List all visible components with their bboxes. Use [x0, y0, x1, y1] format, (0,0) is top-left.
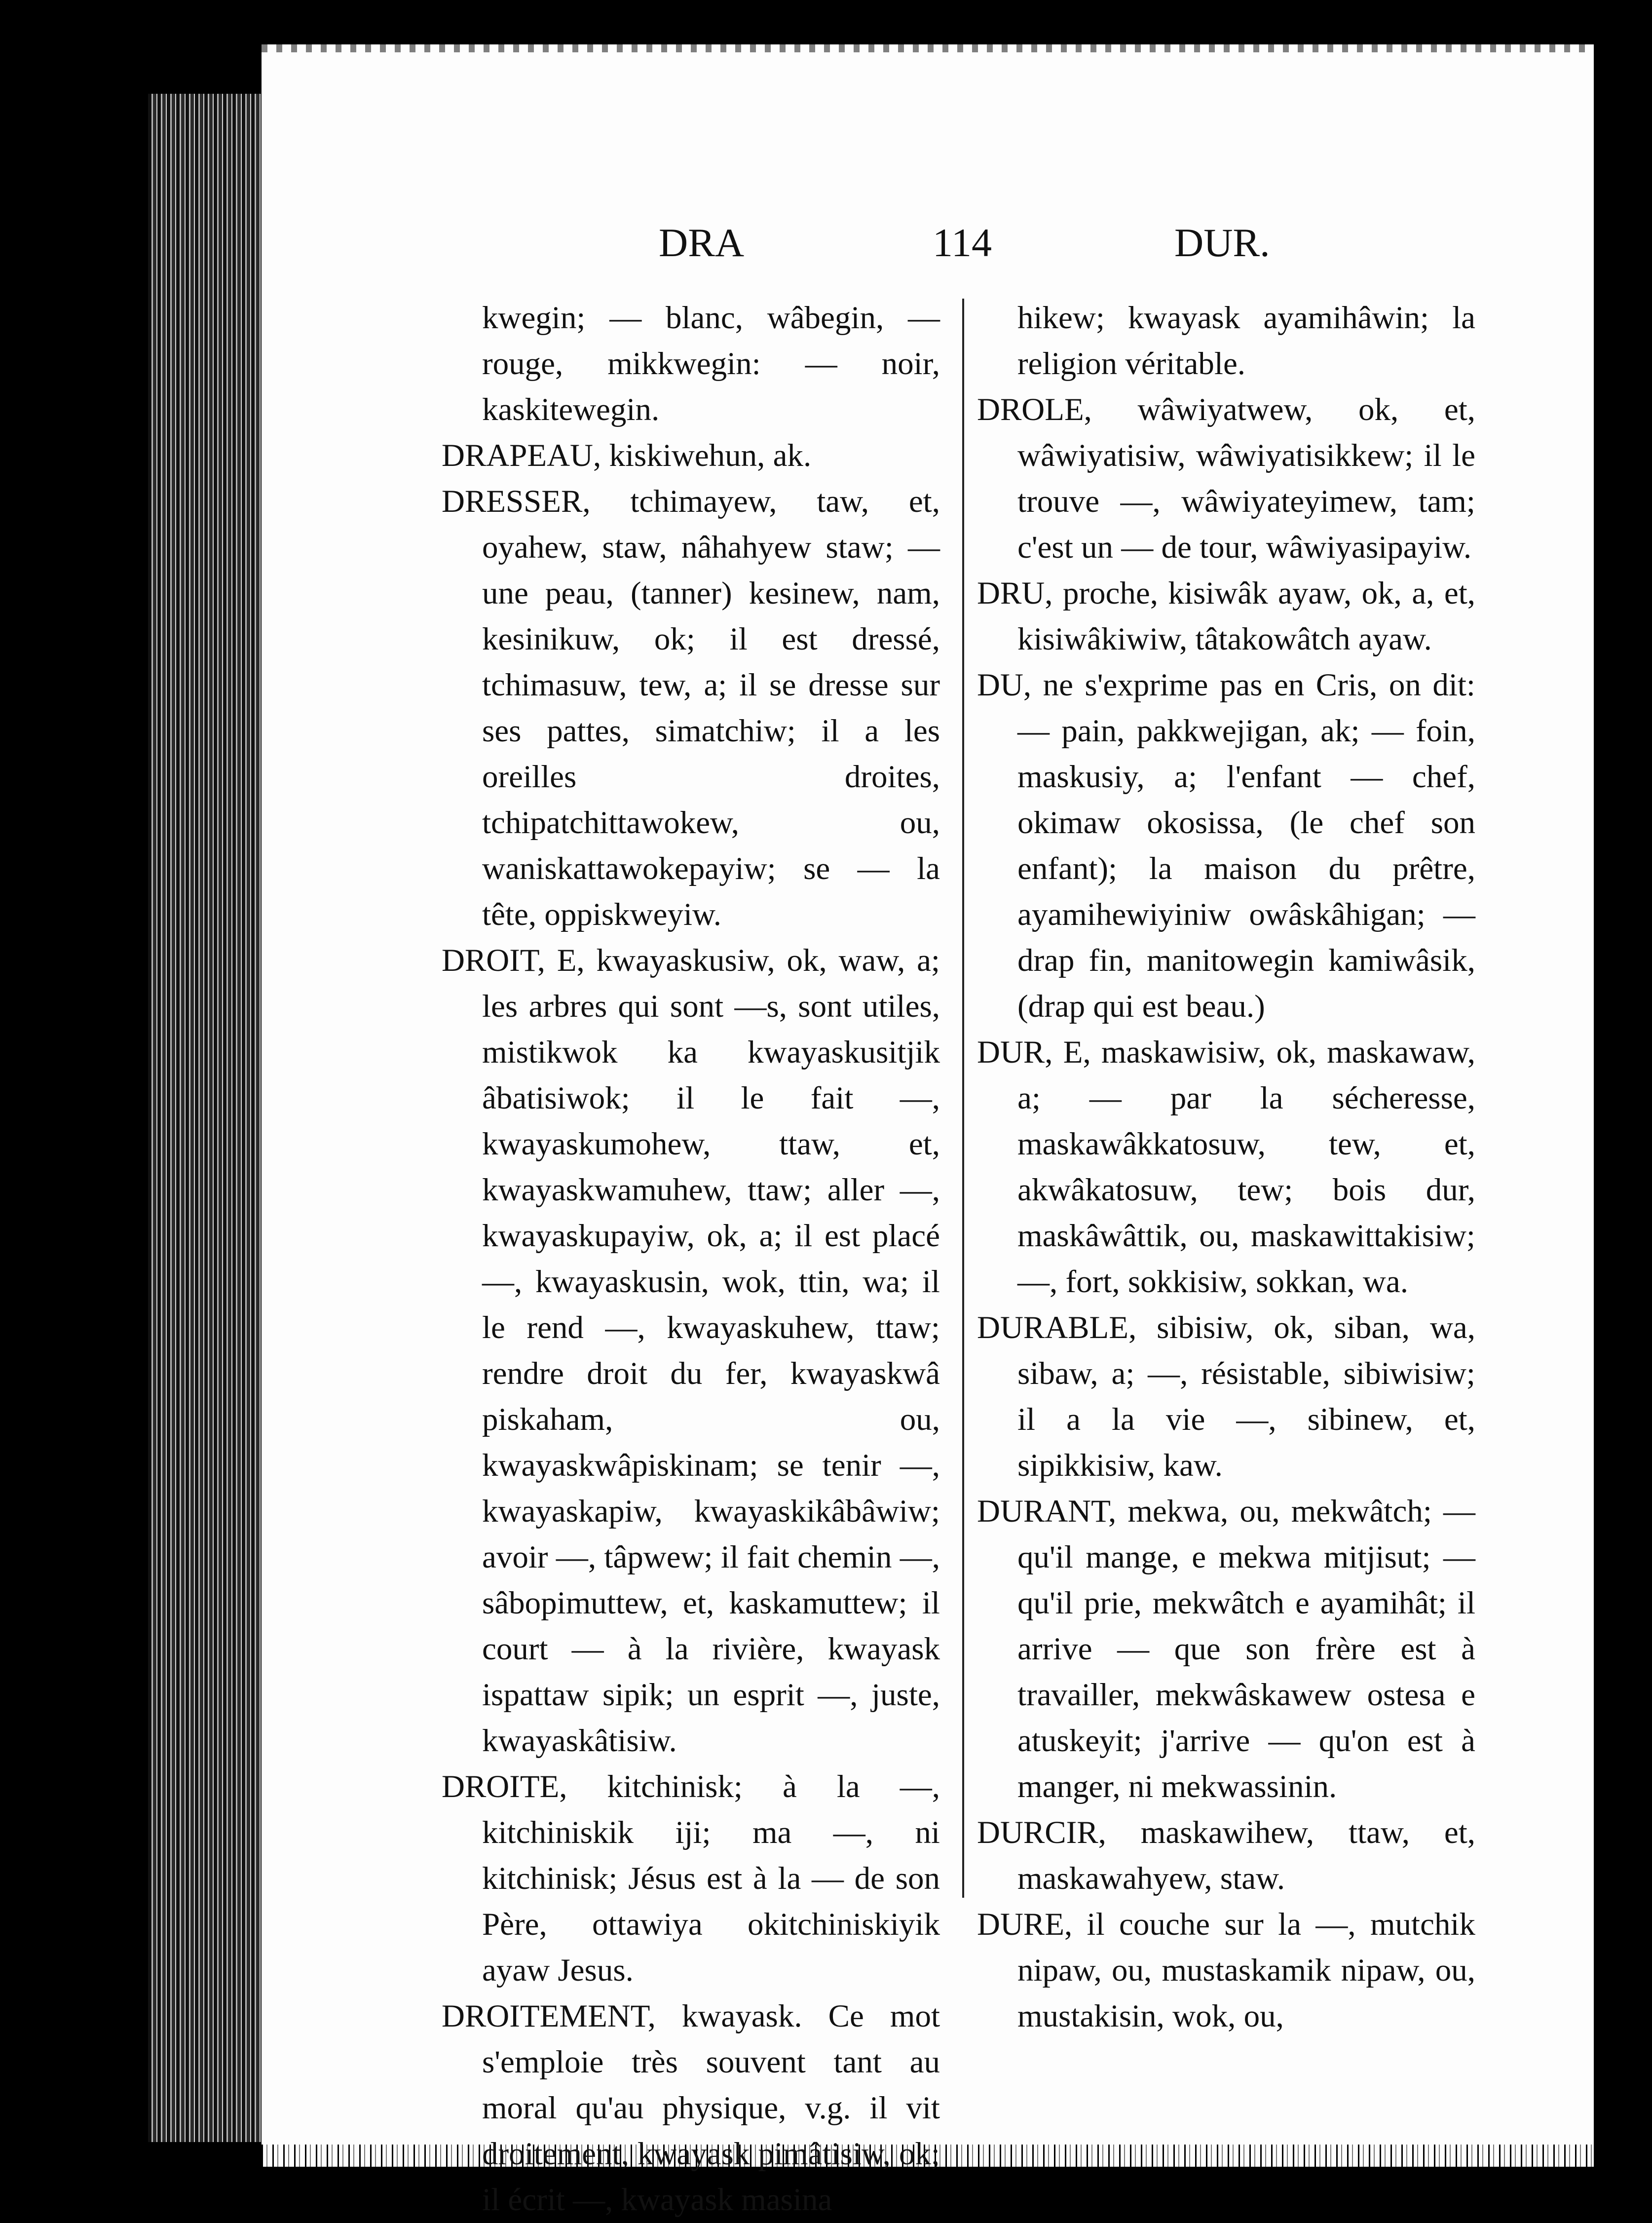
dictionary-entry: DROITE, kitchinisk; à la —, kitchiniskik iji; ma —, ni kitchinisk; Jésus est à la — de son Père, ottawiya okitchiniskiyik ayaw Jesus. [442, 1769, 940, 1988]
running-head-left: DRA [659, 220, 745, 265]
running-head-right: DUR. [1174, 220, 1270, 265]
right-column [977, 295, 1475, 2039]
dictionary-entry: DRU, proche, kisiwâk ayaw, ok, a, et, kisiwâkiwiw, tâtakowâtch ayaw. [977, 575, 1475, 657]
dictionary-entry: DROLE, wâwiyatwew, ok, et, wâwiyatisiw, wâwiyatisikkew; il le trouve —, wâwiyateyimew, tam; c'est un — de tour, wâwiyasipayiw. [977, 392, 1475, 565]
dictionary-entry: DROITEMENT, kwayask. Ce mot s'emploie très souvent tant au moral qu'au physique, v.g. il vit droitement, kwayask pimâtisiw, ok; il écrit —, kwayask masina [442, 1998, 940, 2218]
page-top-edge [262, 44, 1594, 52]
column-divider [962, 299, 964, 1898]
dictionary-entry: DROIT, E, kwayaskusiw, ok, waw, a; les arbres qui sont —s, sont utiles, mistikwok ka kwayaskusitjik âbatisiwok; il le fait —, kwayaskumohew, ttaw, et, kwayaskwamuhew, ttaw; aller —, kwayaskupayiw, ok, a; il est placé —, kwayaskusin, wok, ttin, wa; il le rend —, kwayaskuhew, ttaw; rendre droit du fer, kwayaskwâ piskaham, ou, kwayaskwâpiskinam; se tenir —, kwayaskapiw, kwayaskikâbâwiw; avoir —, tâpwew; il fait chemin —, sâbopimuttew, et, kaskamuttew; il court — à la rivière, kwayask ispattaw sipik; un esprit —, juste, kwayaskâtisiw. [442, 943, 940, 1759]
dictionary-entry: DURABLE, sibisiw, ok, siban, wa, sibaw, a; —, résistable, sibiwisiw; il a la vie —, sibinew, et, sipikkisiw, kaw. [977, 1310, 1475, 1483]
page-number: 114 [933, 220, 992, 265]
dictionary-entry: DURE, il couche sur la —, mutchik nipaw, ou, mustaskamik nipaw, ou, mustakisin, wok, ou, [977, 1907, 1475, 2034]
left-column [442, 295, 940, 2223]
dictionary-entry: DURANT, mekwa, ou, mekwâtch; — qu'il mange, e mekwa mitjisut; — qu'il prie, mekwâtch e ayamihât; il arrive — que son frère est à travailler, mekwâskawew ostesa e atuskeyit; j'arrive — qu'on est à manger, ni mekwassinin. [977, 1494, 1475, 1804]
dictionary-entry: DURCIR, maskawihew, ttaw, et, maskawahyew, staw. [977, 1815, 1475, 1896]
dictionary-entry: DRESSER, tchimayew, taw, et, oyahew, staw, nâhahyew staw; — une peau, (tanner) kesinew, nam, kesinikuw, ok; il est dressé, tchimasuw, tew, a; il se dresse sur ses pattes, simatchiw; il a les oreilles droites, tchipatchittawokew, ou, waniskattawokepayiw; se — la tête, oppiskweyiw. [442, 484, 940, 932]
dictionary-entry: hikew; kwayask ayamihâwin; la religion véritable. [1017, 300, 1475, 382]
dictionary-entry: DUR, E, maskawisiw, ok, maskawaw, a; — par la sécheresse, maskawâkkatosuw, tew, et, akwâkatosuw, tew; bois dur, maskâwâttik, ou, maskawittakisiw; —, fort, sokkisiw, sokkan, wa. [977, 1035, 1475, 1300]
dictionary-entry: DRAPEAU, kiskiwehun, ak. [442, 438, 812, 473]
book-spine [148, 94, 262, 2142]
dictionary-entry: kwegin; — blanc, wâbegin, — rouge, mikkwegin: — noir, kaskitewegin. [482, 300, 940, 427]
dictionary-entry: DU, ne s'exprime pas en Cris, on dit: — pain, pakkwejigan, ak; — foin, maskusiy, a; l'enfant — chef, okimaw okosissa, (le chef son enfant); la maison du prêtre, ayamihewiyiniw owâskâhigan; — drap fin, manitowegin kamiwâsik, (drap qui est beau.) [977, 667, 1475, 1024]
